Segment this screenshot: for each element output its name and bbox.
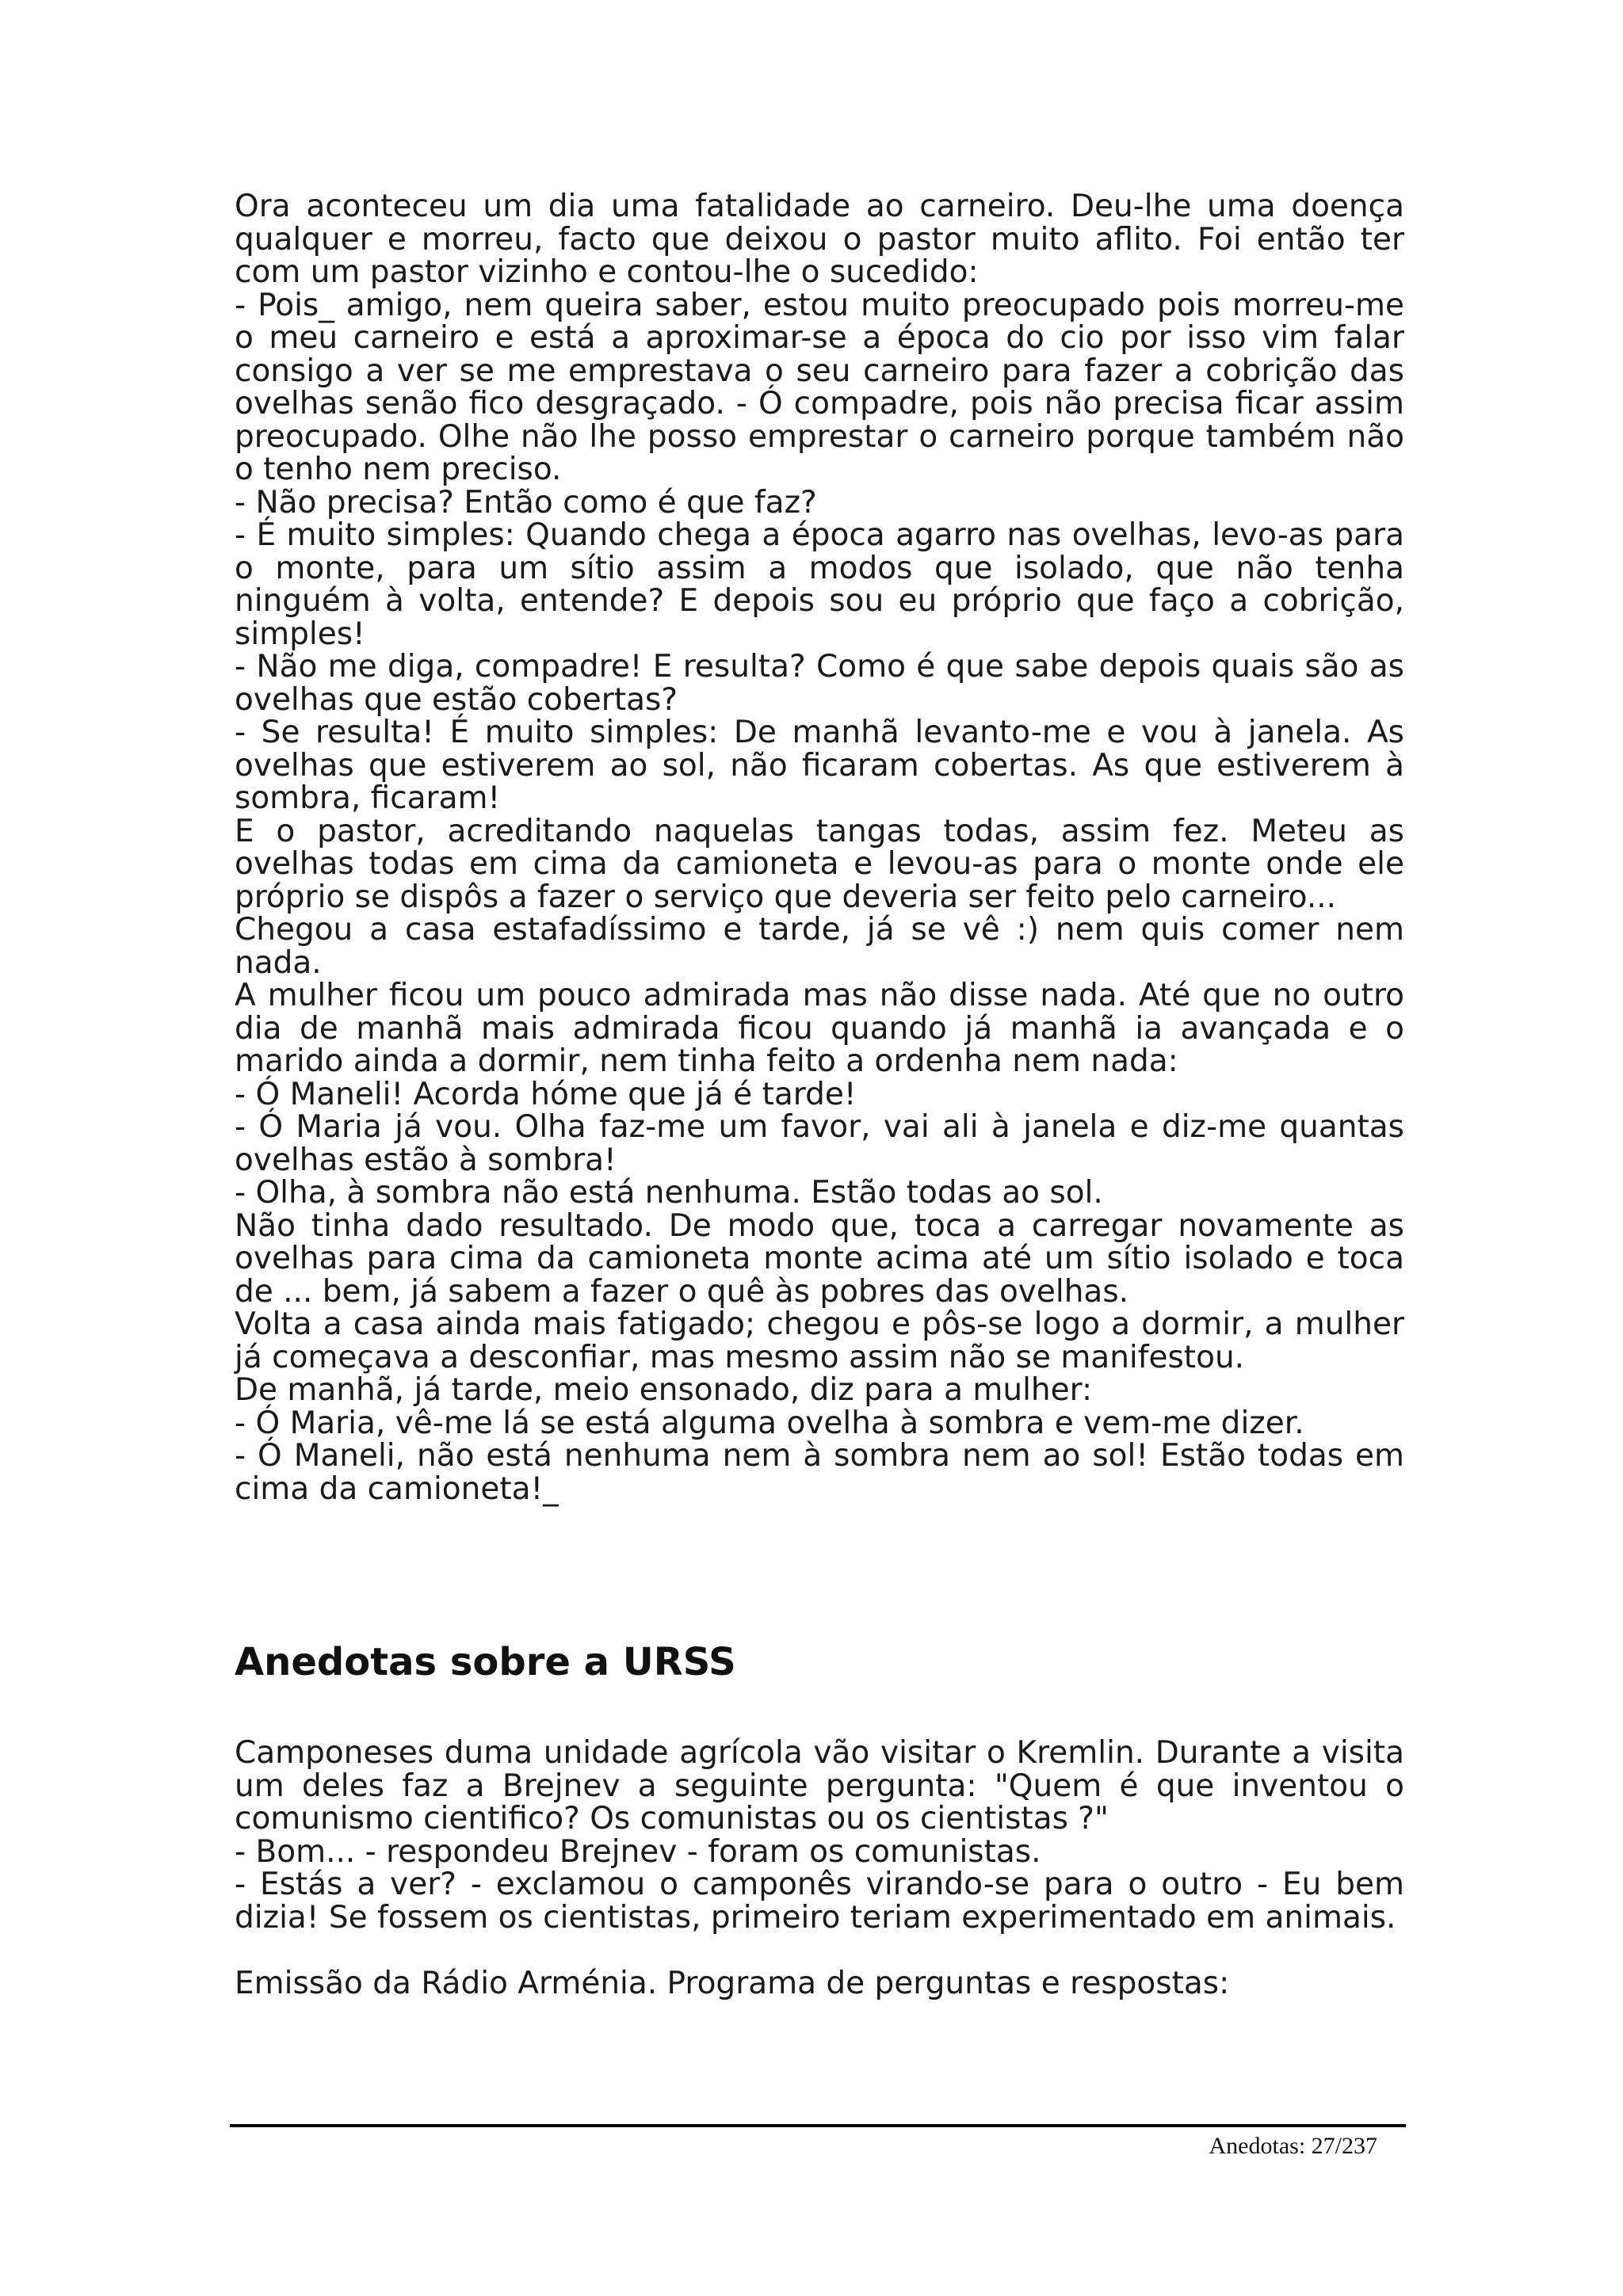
section-closing: Emissão da Rádio Arménia. Programa de perguntas e respostas: (235, 1965, 1230, 2001)
section-paragraph: - Estás a ver? - exclamou o camponês virando-se para o outro - Eu bem dizia! Se fossem os cientistas, primeiro teriam experimentado em animais. (235, 1867, 1404, 1936)
story-paragraph: Chegou a casa estafadíssimo e tarde, já se vê :) nem quis comer nem nada. (235, 912, 1404, 981)
page-number: Anedotas: 27/237 (1209, 2133, 1377, 2159)
story-paragraph: - Pois_ amigo, nem queira saber, estou muito preocupado pois morreu-me o meu carneiro e está a aproximar-se a época do cio por isso vim falar consigo a ver se me emprestava o seu carneiro para fazer a cobrição das ovelhas senão fico desgraçado. - Ó compadre, pois não precisa ficar assim preocupado. Olhe não lhe posso emprestar o carneiro porque também não o tenho nem preciso. (235, 287, 1404, 487)
story-paragraph: - Não precisa? Então como é que faz? (235, 484, 817, 521)
story-paragraph: - Se resulta! É muito simples: De manhã levanto-me e vou à janela. As ovelhas que estiverem ao sol, não ficaram cobertas. As que estiverem à sombra, ficaram! (235, 715, 1404, 816)
story-paragraph: Ora aconteceu um dia uma fatalidade ao carneiro. Deu-lhe uma doença qualquer e morreu, facto que deixou o pastor muito aflito. Foi então ter com um pastor vizinho e contou-lhe o sucedido: (235, 189, 1404, 290)
section-paragraph: - Bom... - respondeu Brejnev - foram os comunistas. (235, 1833, 1041, 1870)
footer-divider (230, 2124, 1406, 2127)
story-paragraph: - É muito simples: Quando chega a época agarro nas ovelhas, levo-as para o monte, para um sítio assim a modos que isolado, que não tenha ninguém à volta, entende? E depois sou eu próprio que faço a cobrição, simples! (235, 517, 1404, 652)
story-paragraph: - Olha, à sombra não está nenhuma. Estão todas ao sol. (235, 1175, 1103, 1211)
section-heading: Anedotas sobre a URSS (235, 1640, 736, 1684)
story-paragraph: - Ó Maneli! Acorda hóme que já é tarde! (235, 1076, 857, 1112)
story-paragraph: Volta a casa ainda mais fatigado; chegou e pôs-se logo a dormir, a mulher já começava a desconfiar, mas mesmo assim não se manifestou. (235, 1306, 1404, 1375)
story-paragraph: - Não me diga, compadre! E resulta? Como é que sabe depois quais são as ovelhas que estão cobertas? (235, 649, 1404, 718)
story-paragraph: De manhã, já tarde, meio ensonado, diz para a mulher: (235, 1372, 1093, 1408)
story-paragraph: A mulher ficou um pouco admirada mas não disse nada. Até que no outro dia de manhã mais admirada ficou quando já manhã ia avançada e o marido ainda a dormir, nem tinha feito a ordenha nem nada: (235, 978, 1404, 1079)
story-paragraph: - Ó Maria já vou. Olha faz-me um favor, vai ali à janela e diz-me quantas ovelhas estão à sombra! (235, 1109, 1404, 1178)
story-paragraph: - Ó Maria, vê-me lá se está alguma ovelha à sombra e vem-me dizer. (235, 1405, 1304, 1441)
paragraph-spacer (235, 1934, 1404, 1967)
section-text (235, 1737, 1404, 2000)
story-text (235, 190, 1404, 1505)
section-paragraph: Camponeses duma unidade agrícola vão visitar o Kremlin. Durante a visita um deles faz a Brejnev a seguinte pergunta: "Quem é que inventou o comunismo cientifico? Os comunistas ou os cientistas ?" (235, 1735, 1404, 1836)
story-paragraph: - Ó Maneli, não está nenhuma nem à sombra nem ao sol! Estão todas em cima da camioneta!_ (235, 1438, 1404, 1507)
story-paragraph: E o pastor, acreditando naquelas tangas todas, assim fez. Meteu as ovelhas todas em cima da camioneta e levou-as para o monte onde ele próprio se dispôs a fazer o serviço que deveria ser feito pelo carneiro... (235, 813, 1404, 915)
story-paragraph: Não tinha dado resultado. De modo que, toca a carregar novamente as ovelhas para cima da camioneta monte acima até um sítio isolado e toca de ... bem, já sabem a fazer o quê às pobres das ovelhas. (235, 1207, 1404, 1310)
